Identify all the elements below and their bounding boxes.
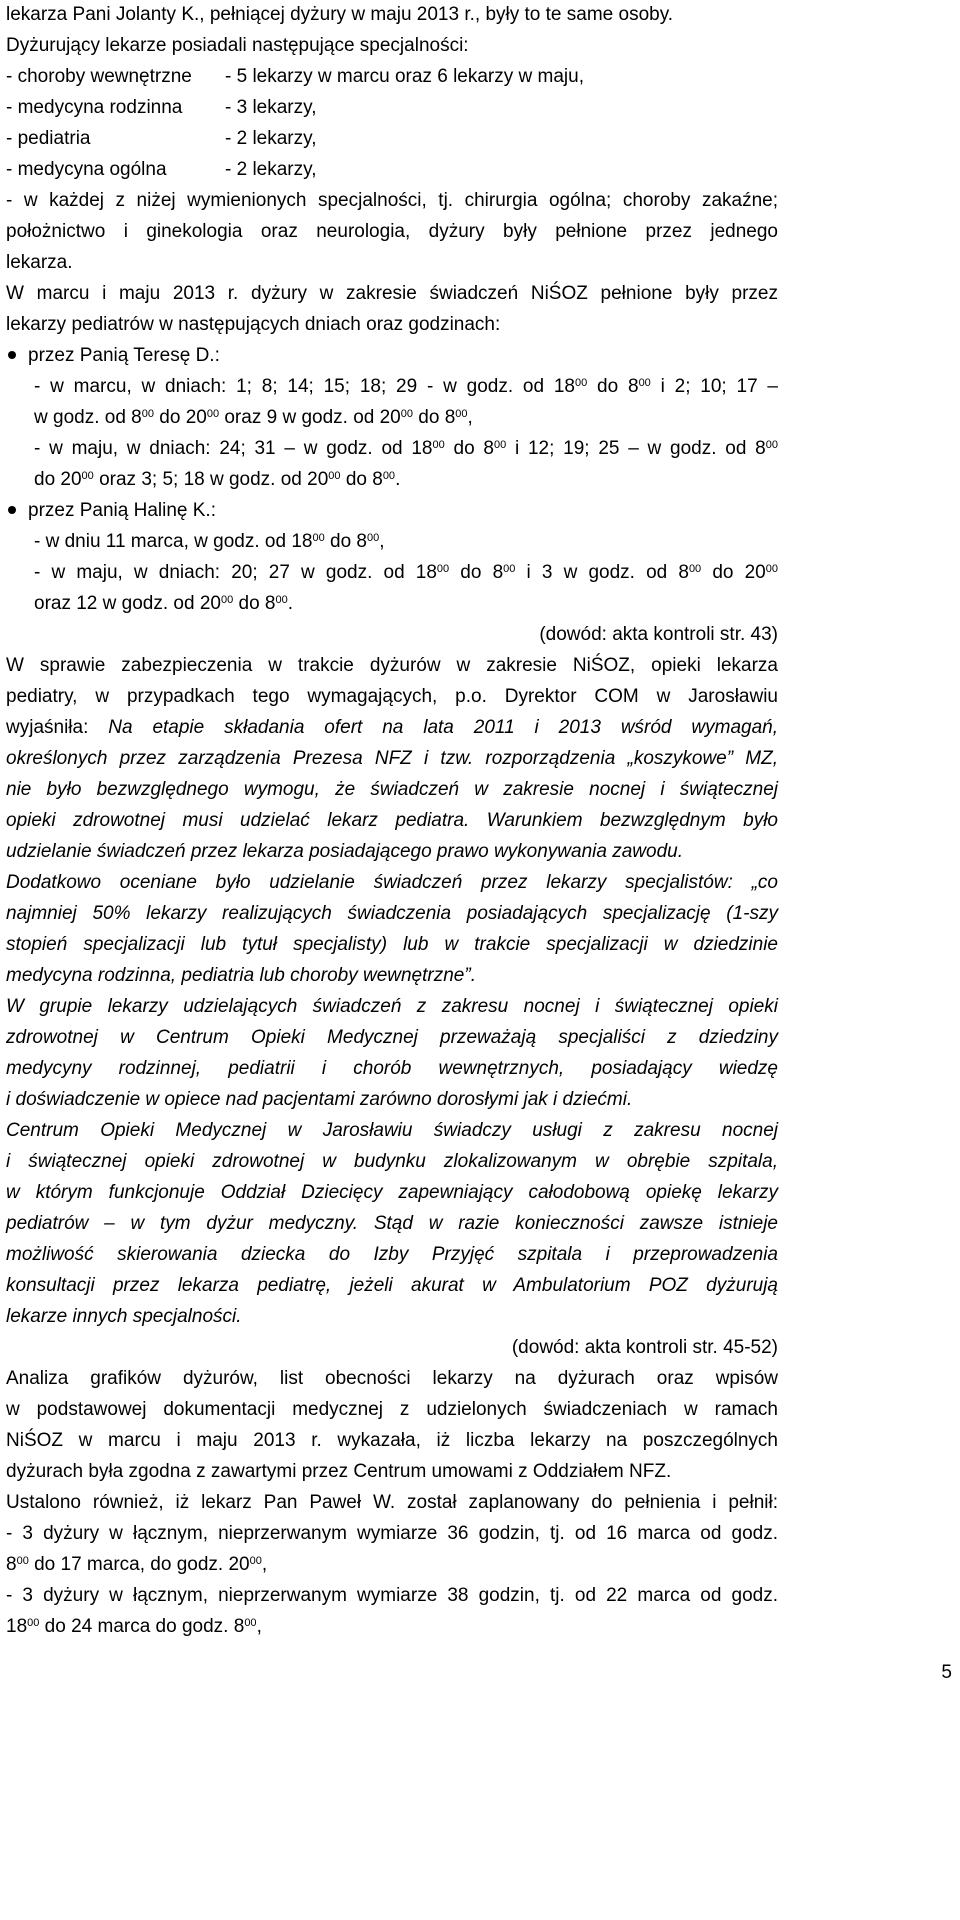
schedule-line: - w dniu 11 marca, w godz. od $18^{00}$ do $8^{00}$,: [34, 531, 385, 552]
text-line: - 3 dyżury w łącznym, nieprzerwanym wymiarze 36 godzin, tj. od 16 marca od godz.: [6, 1523, 778, 1544]
page-number: 5: [941, 1662, 952, 1683]
quote-line: nie było bezwzględnego wymogu, że świadczeń w zakresie nocnej i świątecznej: [6, 779, 778, 800]
spec-row: [6, 64, 778, 90]
quote-line: W grupie lekarzy udzielających świadczeń z zakresu nocnej i świątecznej opieki: [6, 996, 778, 1017]
evidence-reference: (dowód: akta kontroli str. 45-52): [511, 1337, 778, 1358]
evidence-reference: (dowód: akta kontroli str. 43): [539, 624, 778, 645]
schedule-heading: przez Panią Halinę K.:: [28, 500, 216, 521]
quote-line: Centrum Opieki Medycznej w Jarosławiu świadczy usługi z zakresu nocnej: [6, 1120, 778, 1141]
text-line: Analiza grafików dyżurów, list obecności lekarzy na dyżurach oraz wpisów: [6, 1368, 778, 1389]
spec-count: - 2 lekarzy,: [225, 159, 317, 180]
quote-line: zdrowotnej w Centrum Opieki Medycznej przeważają specjaliści z dziedziny: [6, 1027, 778, 1048]
schedule-line: do $20^{00}$ oraz 3; 5; 18 w godz. od $20^{00}$ do $8^{00}$.: [34, 469, 401, 490]
spec-row: [6, 157, 778, 183]
spec-row: [6, 126, 778, 152]
quote-line: i doświadczenie w opiece nad pacjentami zarówno dorosłymi jak i dziećmi.: [6, 1089, 633, 1110]
text-line: - w każdej z niżej wymienionych specjalności, tj. chirurgia ogólna; choroby zakaźne;: [6, 190, 778, 211]
spec-name: - choroby wewnętrzne: [6, 66, 192, 87]
text-line: Ustalono również, iż lekarz Pan Paweł W. został zaplanowany do pełnienia i pełnił:: [6, 1492, 778, 1513]
schedule-line: - w marcu, w dniach: 1; 8; 14; 15; 18; 29 - w godz. od $18^{00}$ do $8^{00}$ i 2; 10; 17 –: [34, 376, 779, 397]
quote-line: lekarze innych specjalności.: [6, 1306, 242, 1327]
spec-name: - pediatria: [6, 128, 91, 149]
quote-line: możliwość skierowania dziecka do Izby Przyjęć szpitala i przeprowadzenia: [6, 1244, 778, 1265]
text-line: w podstawowej dokumentacji medycznej z udzielonych świadczeniach w ramach: [6, 1399, 778, 1420]
quote-line: i świątecznej opieki zdrowotnej w budynku zlokalizowanym w obrębie szpitala,: [6, 1151, 778, 1172]
text-line: W sprawie zabezpieczenia w trakcie dyżurów w zakresie NiŚOZ, opieki lekarza: [6, 655, 778, 676]
schedule-line: oraz 12 w godz. od $20^{00}$ do $8^{00}$.: [34, 593, 294, 614]
spec-name: - medycyna ogólna: [6, 159, 167, 180]
spec-name: - medycyna rodzinna: [6, 97, 183, 118]
spec-count: - 3 lekarzy,: [225, 97, 317, 118]
quote-line: stopień specjalizacji lub tytuł specjalisty) lub w trakcie specjalizacji w dziedzinie: [6, 934, 778, 955]
spec-row: [6, 95, 778, 121]
quote-line: opieki zdrowotnej musi udzielać lekarz pediatra. Warunkiem bezwzględnym było: [6, 810, 778, 831]
text-line: - 3 dyżury w łącznym, nieprzerwanym wymiarze 38 godzin, tj. od 22 marca od godz.: [6, 1585, 778, 1606]
text-line: wyjaśniła: Na etapie składania ofert na lata 2011 i 2013 wśród wymagań,: [6, 717, 778, 738]
spec-count: - 2 lekarzy,: [225, 128, 317, 149]
text-line: NiŚOZ w marcu i maju 2013 r. wykazała, iż liczba lekarzy na poszczególnych: [6, 1430, 778, 1451]
text-line: lekarzy pediatrów w następujących dniach oraz godzinach:: [6, 314, 501, 335]
text-line: W marcu i maju 2013 r. dyżury w zakresie świadczeń NiŚOZ pełnione były przez: [6, 283, 778, 304]
quote-line: określonych przez zarządzenia Prezesa NFZ i tzw. rozporządzenia „koszykowe” MZ,: [6, 748, 778, 769]
text-line: Dyżurujący lekarze posiadali następujące specjalności:: [6, 35, 469, 56]
schedule-line: - w maju, w dniach: 20; 27 w godz. od $18^{00}$ do $8^{00}$ i 3 w godz. od $8^{00}$ do $20^{00}$: [34, 562, 778, 583]
bullet-icon: [8, 506, 16, 514]
text-line: lekarza.: [6, 252, 73, 273]
schedule-line: - w maju, w dniach: 24; 31 – w godz. od $18^{00}$ do $8^{00}$ i 12; 19; 25 – w godz. od $8^{00}$: [34, 438, 778, 459]
quote-line: w którym funkcjonuje Oddział Dziecięcy zapewniający całodobową opiekę lekarzy: [6, 1182, 778, 1203]
quote-line: medycyna rodzinna, pediatria lub choroby wewnętrzne”.: [6, 965, 476, 986]
bullet-icon: [8, 351, 16, 359]
schedule-heading: przez Panią Teresę D.:: [28, 345, 220, 366]
quote-line: medycyny rodzinnej, pediatrii i chorób wewnętrznych, posiadający wiedzę: [6, 1058, 778, 1079]
text-line: $18^{00}$ do 24 marca do godz. $8^{00}$,: [6, 1616, 262, 1637]
quote-line: Dodatkowo oceniane było udzielanie świadczeń przez lekarzy specjalistów: „co: [6, 872, 778, 893]
text-line: pediatry, w przypadkach tego wymagających, p.o. Dyrektor COM w Jarosławiu: [6, 686, 778, 707]
spec-count: - 5 lekarzy w marcu oraz 6 lekarzy w maju,: [225, 66, 584, 87]
text-line: lekarza Pani Jolanty K., pełniącej dyżury w maju 2013 r., były to te same osoby.: [6, 4, 674, 25]
text-line: położnictwo i ginekologia oraz neurologia, dyżury były pełnione przez jednego: [6, 221, 778, 242]
quote-line: pediatrów – w tym dyżur medyczny. Stąd w razie konieczności zawsze istnieje: [6, 1213, 778, 1234]
quote-line: najmniej 50% lekarzy realizujących świadczenia posiadających specjalizację (1-szy: [6, 903, 778, 924]
quote-line: udzielanie świadczeń przez lekarza posiadającego prawo wykonywania zawodu.: [6, 841, 683, 862]
text-line: $8^{00}$ do 17 marca, do godz. $20^{00}$,: [6, 1554, 268, 1575]
text-line: dyżurach była zgodna z zawartymi przez Centrum umowami z Oddziałem NFZ.: [6, 1461, 672, 1482]
schedule-line: w godz. od $8^{00}$ do $20^{00}$ oraz 9 w godz. od $20^{00}$ do $8^{00}$,: [34, 407, 473, 428]
quote-line: konsultacji przez lekarza pediatrę, jeżeli akurat w Ambulatorium POZ dyżurują: [6, 1275, 778, 1296]
